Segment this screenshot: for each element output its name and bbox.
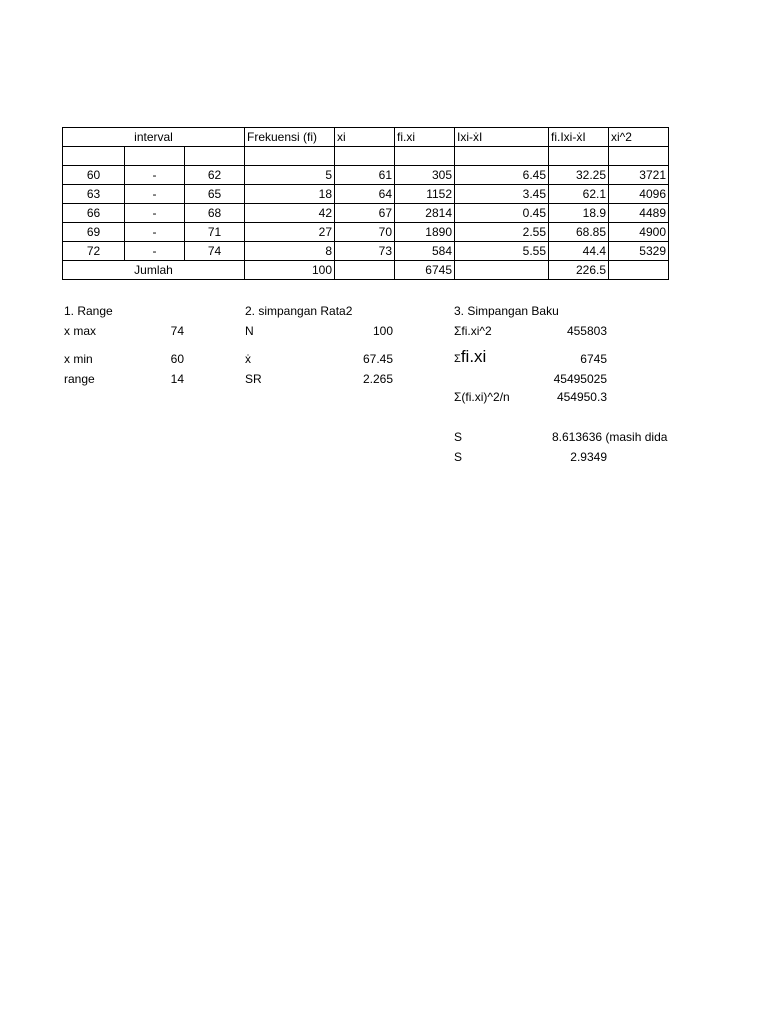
- cell-fidev: 18.9: [549, 204, 609, 223]
- interval-dash: -: [125, 166, 185, 185]
- total-fi: 100: [245, 261, 335, 280]
- simpangan-baku-title: 3. Simpangan Baku: [454, 304, 559, 318]
- header-xi2: xi^2: [609, 128, 669, 147]
- interval-lower: 60: [63, 166, 125, 185]
- xmin-label: x min: [64, 352, 93, 366]
- cell-xi: 73: [335, 242, 395, 261]
- cell-fi: 5: [245, 166, 335, 185]
- header-xi: xi: [335, 128, 395, 147]
- total-label: Jumlah: [63, 261, 245, 280]
- sq-div-n-label: Σ(fi.xi)^2/n: [454, 390, 510, 404]
- cell-dev: 0.45: [455, 204, 549, 223]
- xmax-label: x max: [64, 324, 97, 338]
- header-interval: interval: [63, 128, 245, 147]
- sum-fixi-text: fi.xi: [460, 347, 487, 366]
- mean-label: ẋ: [245, 352, 251, 366]
- table-total-row: [63, 261, 669, 280]
- table-empty-row: [63, 147, 669, 166]
- table-row: [63, 204, 669, 223]
- header-absdev: Ixi-ẋI: [455, 128, 549, 147]
- cell-xi2: 5329: [609, 242, 669, 261]
- interval-dash: -: [125, 223, 185, 242]
- cell-fixi: 584: [395, 242, 455, 261]
- cell-fixi: 1152: [395, 185, 455, 204]
- range-value: 14: [170, 372, 184, 386]
- interval-upper: 62: [185, 166, 245, 185]
- cell-dev: 2.55: [455, 223, 549, 242]
- total-fixi: 6745: [395, 261, 455, 280]
- s2-label: S: [454, 430, 463, 444]
- sigma-symbol: Σ: [454, 353, 461, 365]
- interval-upper: 71: [185, 223, 245, 242]
- cell-fidev: 32.25: [549, 166, 609, 185]
- cell-fixi: 1890: [395, 223, 455, 242]
- total-fidev: 226.5: [549, 261, 609, 280]
- cell-xi: 67: [335, 204, 395, 223]
- simpangan-rata-title: 2. simpangan Rata2: [245, 304, 353, 318]
- cell-fi: 42: [245, 204, 335, 223]
- xmax-value: 74: [170, 324, 184, 338]
- cell-dev: 5.55: [455, 242, 549, 261]
- sum-fixi-value: 6745: [580, 352, 607, 366]
- table-header-row: [63, 128, 669, 147]
- s2-value: 8.613636 (masih dida: [552, 430, 668, 444]
- header-fixi: fi.xi: [395, 128, 455, 147]
- interval-lower: 69: [63, 223, 125, 242]
- range-title: 1. Range: [64, 304, 113, 318]
- interval-lower: 63: [63, 185, 125, 204]
- cell-xi: 64: [335, 185, 395, 204]
- cell-fidev: 68.85: [549, 223, 609, 242]
- cell-fi: 18: [245, 185, 335, 204]
- sq-div-n-value: 454950.3: [556, 390, 607, 404]
- table-row: [63, 223, 669, 242]
- header-fiabsdev: fi.Ixi-ẋI: [549, 128, 609, 147]
- sum-fixi2-label: Σfi.xi^2: [454, 324, 492, 338]
- cell-xi2: 4900: [609, 223, 669, 242]
- interval-upper: 68: [185, 204, 245, 223]
- interval-dash: -: [125, 185, 185, 204]
- range-label: range: [64, 372, 95, 386]
- interval-dash: -: [125, 242, 185, 261]
- cell-fi: 8: [245, 242, 335, 261]
- frequency-table: [62, 127, 669, 280]
- table-row: [63, 185, 669, 204]
- cell-dev: 6.45: [455, 166, 549, 185]
- cell-fixi: 2814: [395, 204, 455, 223]
- sq-value: 45495025: [553, 372, 607, 386]
- table-row: [63, 242, 669, 261]
- xmin-value: 60: [170, 352, 184, 366]
- interval-lower: 72: [63, 242, 125, 261]
- cell-fidev: 62.1: [549, 185, 609, 204]
- sr-label: SR: [245, 372, 262, 386]
- cell-xi2: 4489: [609, 204, 669, 223]
- interval-lower: 66: [63, 204, 125, 223]
- table-row: [63, 166, 669, 185]
- interval-dash: -: [125, 204, 185, 223]
- sum-fixi-label: [454, 344, 486, 370]
- interval-upper: 74: [185, 242, 245, 261]
- n-value: 100: [372, 324, 393, 338]
- s-value: 2.9349: [570, 450, 607, 464]
- cell-xi: 70: [335, 223, 395, 242]
- cell-xi: 61: [335, 166, 395, 185]
- interval-upper: 65: [185, 185, 245, 204]
- cell-dev: 3.45: [455, 185, 549, 204]
- mean-value: 67.45: [362, 352, 393, 366]
- sr-value: 2.265: [362, 372, 393, 386]
- cell-fixi: 305: [395, 166, 455, 185]
- sum-fixi2-value: 455803: [566, 324, 607, 338]
- cell-xi2: 4096: [609, 185, 669, 204]
- cell-xi2: 3721: [609, 166, 669, 185]
- cell-fi: 27: [245, 223, 335, 242]
- header-frekuensi: Frekuensi (fi): [245, 128, 335, 147]
- s-label: S: [454, 450, 463, 464]
- cell-fidev: 44.4: [549, 242, 609, 261]
- n-label: N: [245, 324, 254, 338]
